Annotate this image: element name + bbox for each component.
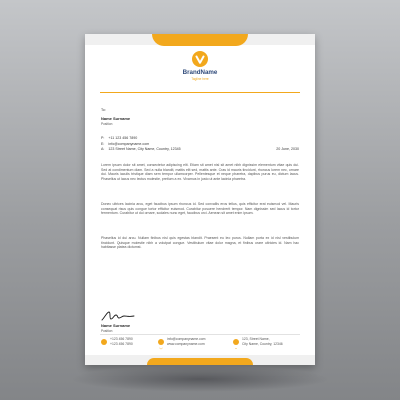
footer-website: www.companyname.com: [167, 341, 205, 346]
signature: [101, 310, 137, 322]
body-paragraph-2: Donec ultrices lacinia arcu, eget faucibus ipsum rhoncus id. Sed convallis eros tellus, quis efficitur erat euismod vel. Mauris consequat risus quis congue tortor efficitur euismod. Curabitur posuere hendrerit tempor. Nam dignissim sed lacus id tortor fermentum. Curabitur ut dui ornare, sodales nunc eget, faucibus orci. Aenean sit amet enim ipsum.: [101, 202, 299, 216]
phone-icon: [101, 339, 107, 345]
signer-name: Name Surname: [101, 323, 131, 328]
bottom-accent-tab: [147, 358, 253, 365]
contact-address: [101, 147, 181, 151]
letterhead-page: [85, 34, 315, 365]
v-monogram-icon: [192, 51, 208, 67]
contact-email: [101, 142, 149, 146]
contact-phone: [101, 136, 137, 140]
body-paragraph-1: Lorem ipsum dolor sit amet, consectetur adipiscing elit. Etiam sit amet nisl sit amet nibh dignissim elementum vitae quis dui. Sed at condimentum diam. Sed a nulla blandit, mattis elit sed, mattis ante. Cras id mauris tincidunt, rhoncus lorem nec, ornare dui. Mauris iaculis tristique diam sem tempor ullamcorper. Pellentesque et neque pharetra, dapibus purus eu, dictum lacus. Phasellus ut lacus nec lectus molestie, pretium a ex. Vivamus in justo ut ante lacinia pharetra.: [101, 163, 299, 181]
email-value: info@companyname.com: [108, 141, 150, 146]
footer-address-2: City Name, Country, 12346: [242, 341, 283, 346]
footer-phone-2: +123 456 7890: [110, 341, 133, 346]
top-accent-tab: [152, 34, 248, 46]
letter-date: 20 June, 2030: [276, 147, 299, 151]
signer-position: Position: [101, 328, 113, 333]
paper-shadow: [70, 366, 330, 392]
email-prefix: E:: [101, 141, 105, 146]
footer-phone-1: +123 456 7890: [110, 337, 133, 341]
body-paragraph-3: Phasellus id dui arcu. Nullam finibus nisl quis egestas blandit. Praesent eu leo purus. Nullam porta ex id nisl vestibulum tincidunt. Quisque molestie nibh a volutpat congue. Vestibulum vitae dolor magna, et finibus orare ultricies id. Nam hac habitasse platea dictumst.: [101, 236, 299, 250]
address-prefix: A:: [101, 147, 105, 151]
footer-address-1: 123, Street Name,: [242, 337, 270, 341]
brand-tagline: Tagline here: [191, 76, 209, 81]
to-label: To:: [101, 108, 106, 112]
envelope-icon: [158, 339, 164, 345]
recipient-name: Name Surname: [101, 116, 131, 121]
address-value: 123 Street Name, City Name, Country, 12345: [108, 147, 181, 151]
phone-value: +11 123 456 7890: [108, 136, 138, 140]
header-divider: [100, 92, 300, 93]
recipient-position: Position: [101, 121, 113, 126]
map-pin-icon: [233, 339, 239, 345]
footer-email: info@companyname.com: [167, 337, 206, 341]
footer-divider: [100, 334, 300, 335]
brand-name: BrandName: [182, 69, 218, 76]
phone-prefix: P:: [101, 136, 105, 140]
